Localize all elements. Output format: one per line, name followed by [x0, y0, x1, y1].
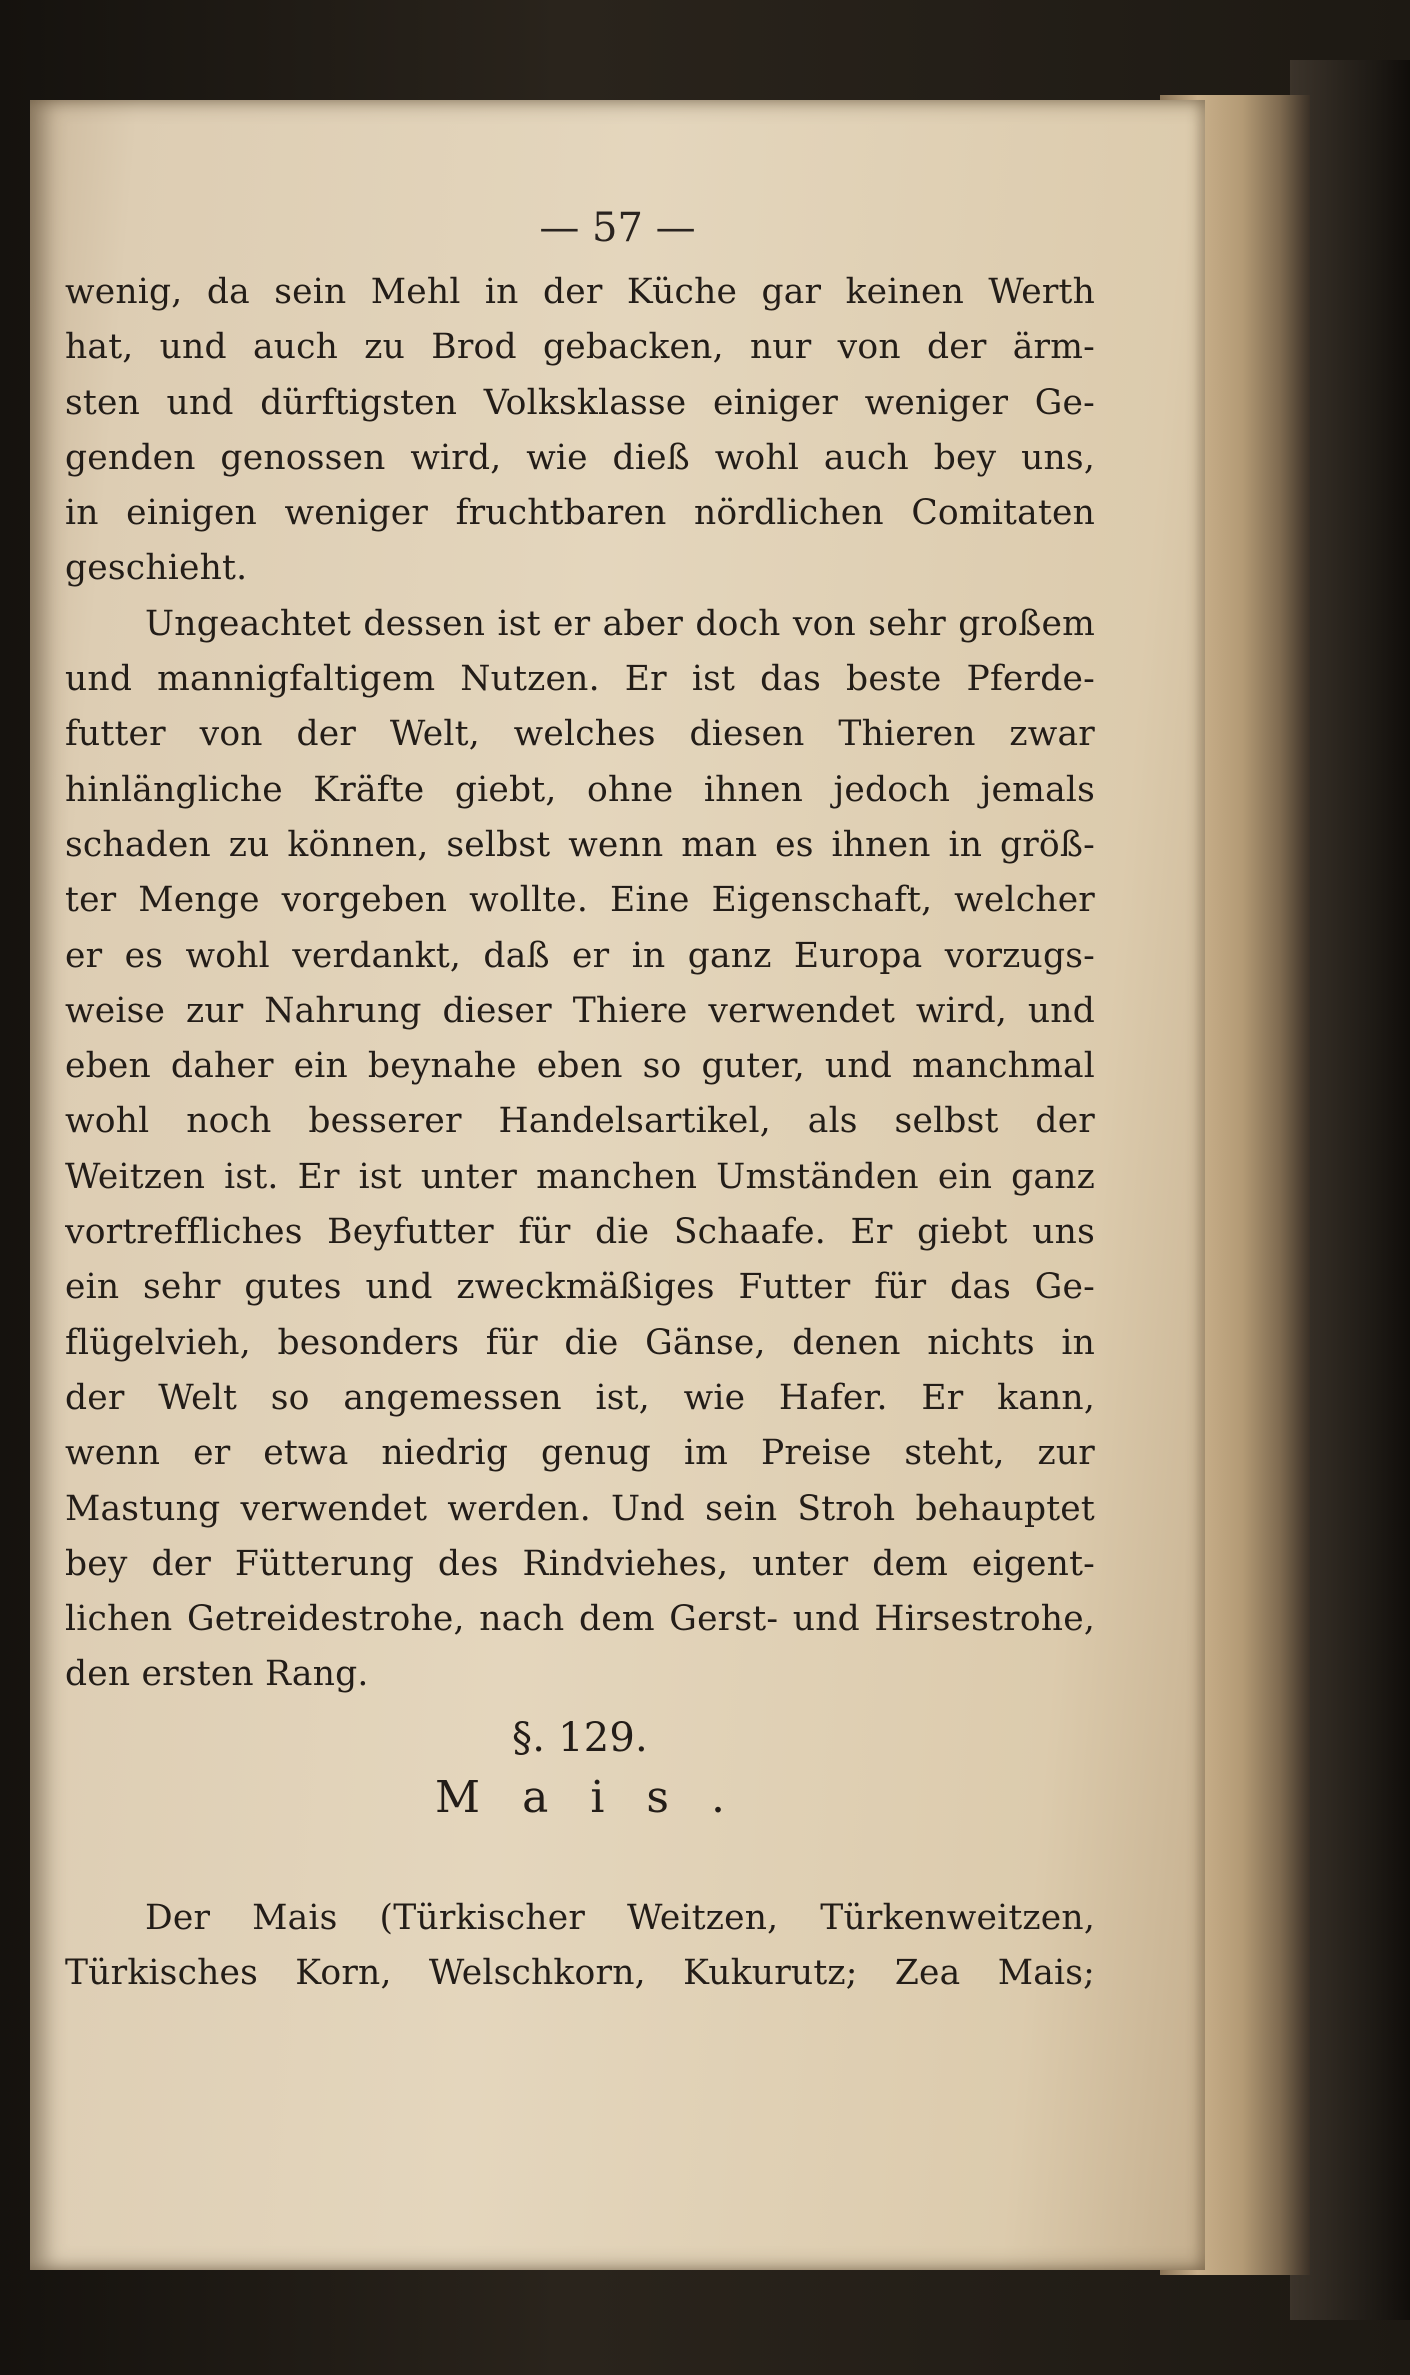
text-line: schaden zu können, selbst wenn man es ihnen in größ-: [65, 824, 1095, 865]
text-line: in einigen weniger fruchtbaren nördlichen Comitaten: [65, 493, 1095, 534]
text-line: hinlängliche Kräfte giebt, ohne ihnen jedoch jemals: [65, 769, 1095, 810]
text-line: ein sehr gutes und zweckmäßiges Futter für das Ge-: [65, 1267, 1095, 1308]
text-line: flügelvieh, besonders für die Gänse, denen nichts in: [65, 1322, 1095, 1363]
text-line: bey der Fütterung des Rindviehes, unter dem eigent-: [65, 1543, 1095, 1584]
text-line: er es wohl verdankt, daß er in ganz Europa vorzugs-: [65, 935, 1095, 976]
text-line: und mannigfaltigem Nutzen. Er ist das beste Pferde-: [65, 659, 1095, 700]
text-line: Weitzen ist. Er ist unter manchen Umständen ein ganz: [65, 1156, 1095, 1197]
text-line: wenig, da sein Mehl in der Küche gar keinen Werth: [65, 272, 1095, 312]
text-line: eben daher ein beynahe eben so guter, und manchmal: [65, 1046, 1095, 1087]
paragraph-3: [65, 1891, 1095, 2002]
text-line: futter von der Welt, welches diesen Thieren zwar: [65, 714, 1095, 755]
text-line: wenn er etwa niedrig genug im Preise steht, zur: [65, 1433, 1095, 1474]
paragraph-2: [65, 597, 1095, 1703]
text-line: hat, und auch zu Brod gebacken, nur von der ärm-: [65, 327, 1095, 368]
text-line: der Welt so angemessen ist, wie Hafer. Er kann,: [65, 1377, 1095, 1418]
text-line: weise zur Nahrung dieser Thiere verwendet wird, und: [65, 990, 1095, 1031]
text-line: lichen Getreidestrohe, nach dem Gerst- und Hirsestrohe,: [65, 1599, 1095, 1640]
text-line: ter Menge vorgeben wollte. Eine Eigenschaft, welcher: [65, 880, 1095, 921]
paragraph-1: [65, 265, 1095, 597]
text-line: vortreffliches Beyfutter für die Schaafe. Er giebt uns: [65, 1212, 1095, 1253]
text-line: sten und dürftigsten Volksklasse einiger weniger Ge-: [65, 382, 1095, 423]
book-page: [30, 100, 1205, 2270]
text-line: Ungeachtet dessen ist er aber doch von sehr großem: [145, 603, 1095, 644]
text-line: wohl noch besserer Handelsartikel, als selbst der: [65, 1101, 1095, 1142]
text-line: Der Mais (Türkischer Weitzen, Türkenweitzen,: [145, 1897, 1095, 1938]
page-text: [65, 265, 1095, 2001]
page-number: — 57 —: [539, 205, 696, 251]
text-line: geschieht.: [65, 548, 248, 589]
text-line: genden genossen wird, wie dieß wohl auch bey uns,: [65, 437, 1095, 478]
text-line: den ersten Rang.: [65, 1654, 369, 1695]
section-number: §. 129.: [512, 1714, 648, 1761]
section-title: Mais.: [435, 1771, 767, 1823]
text-line: Mastung verwendet werden. Und sein Stroh behauptet: [65, 1488, 1095, 1529]
text-line: Türkisches Korn, Welschkorn, Kukurutz; Zea Mais;: [65, 1953, 1095, 1994]
